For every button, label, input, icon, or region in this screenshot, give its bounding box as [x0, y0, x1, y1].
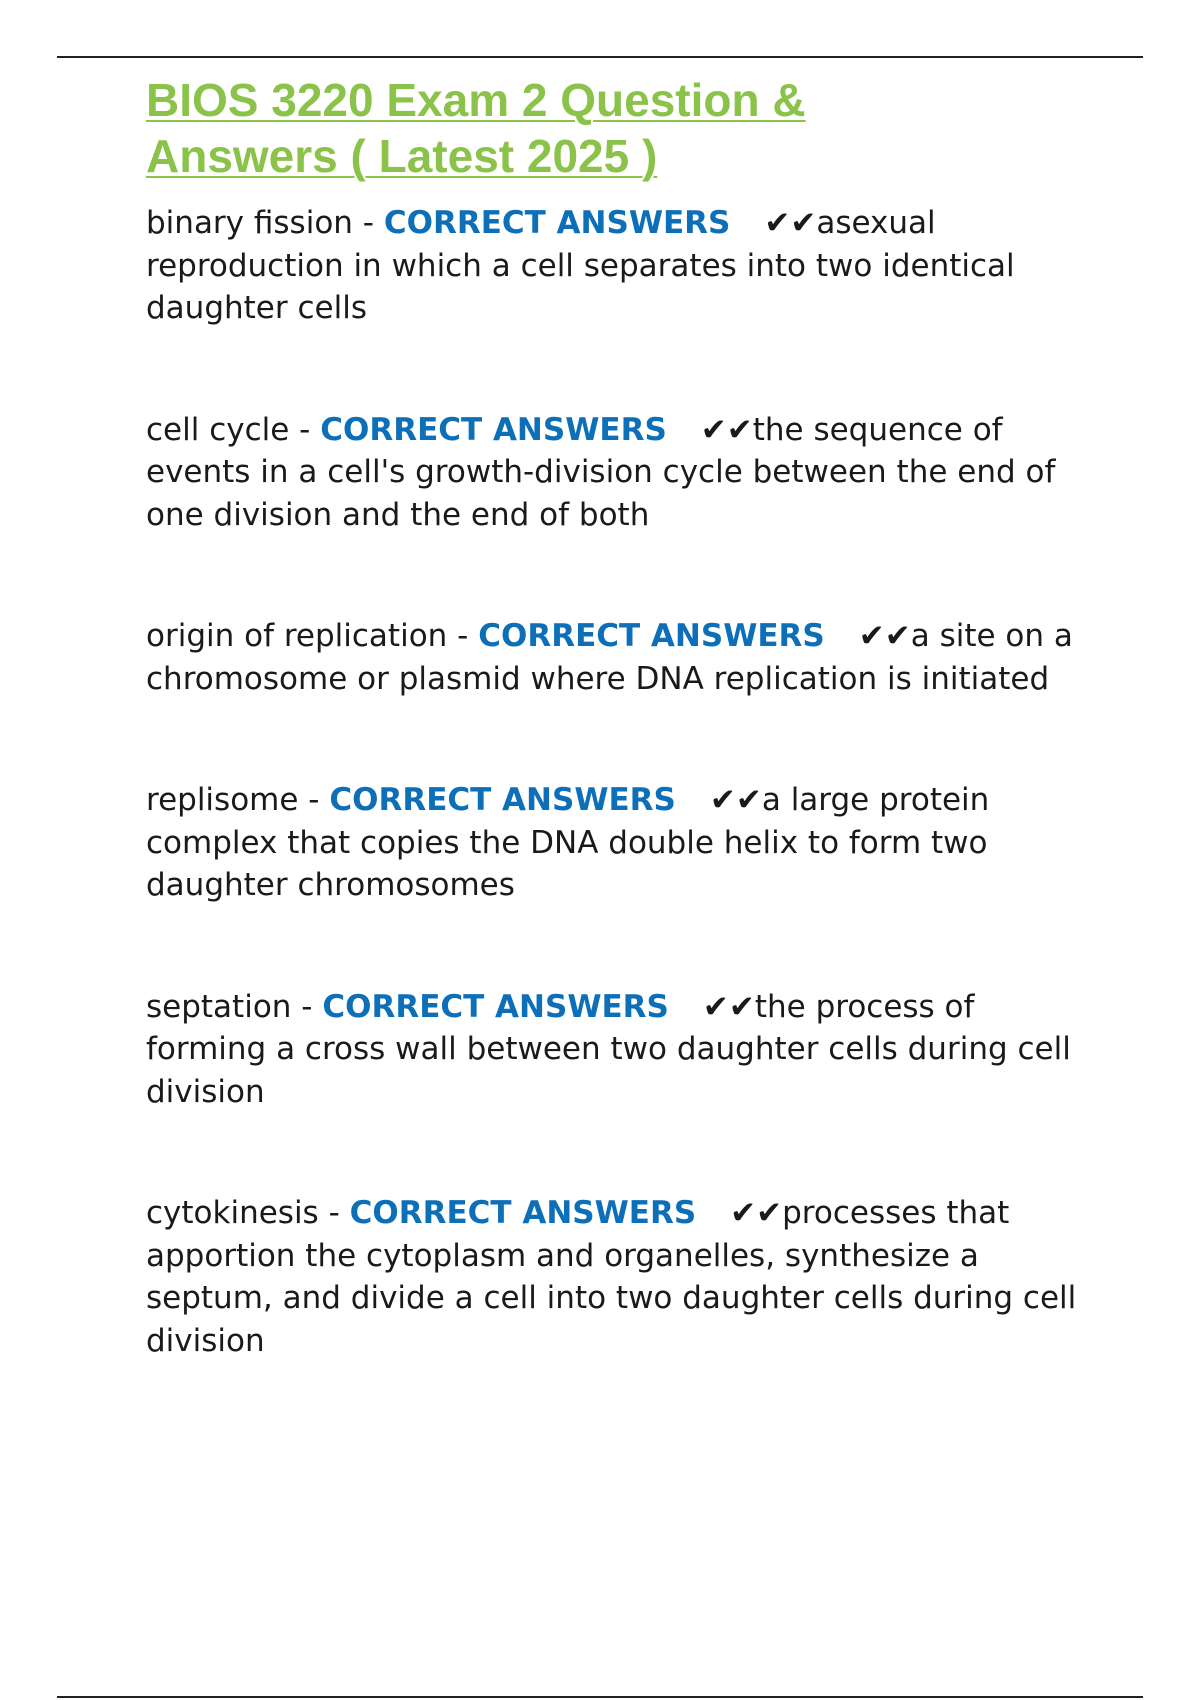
entry-definition: the sequence of events in a cell's growth-division cycle between the end of one division and the end of both	[146, 411, 1056, 533]
entry-definition: a large protein complex that copies the DNA double helix to form two daughter chromosomes	[146, 782, 990, 903]
correct-answers-label: CORRECT ANSWERS	[349, 1195, 697, 1231]
double-check-icon: ✔✔	[700, 411, 753, 448]
entry-term: cell cycle	[146, 411, 290, 448]
entry-term: origin of replication	[146, 618, 448, 654]
entry-cytokinesis: cytokinesis - CORRECT ANSWERS ✔✔processes that apportion the cytoplasm and organelles, synthesize a septum, and divide a cell into two daughter cells during cell division	[146, 1195, 1077, 1359]
entry-septation: septation - CORRECT ANSWERS ✔✔the process of forming a cross wall between two daughter cells during cell division	[146, 988, 1071, 1110]
entry-definition: a site on a chromosome or plasmid where DNA replication is initiated	[146, 618, 1073, 697]
entry-definition: asexual reproduction in which a cell separates into two identical daughter cells	[146, 205, 1015, 326]
double-check-icon: ✔✔	[702, 988, 755, 1025]
entry-definition: the process of forming a cross wall between two daughter cells during cell division	[146, 988, 1071, 1110]
correct-answers-label: CORRECT ANSWERS	[322, 988, 669, 1025]
entry-term: binary fission	[146, 205, 353, 241]
entry-term: septation	[146, 988, 292, 1025]
entry-cell-cycle: cell cycle - CORRECT ANSWERS ✔✔the sequence of events in a cell's growth-division cycle between the end of one division and the end of both	[146, 411, 1056, 533]
double-check-icon: ✔✔	[709, 782, 762, 818]
entry-list	[146, 202, 1096, 1362]
document-body	[146, 72, 1096, 1362]
entry-term: cytokinesis	[146, 1195, 319, 1231]
entry-replisome: replisome - CORRECT ANSWERS ✔✔a large protein complex that copies the DNA double helix to form two daughter chromosomes	[146, 782, 990, 903]
correct-answers-label: CORRECT ANSWERS	[320, 411, 667, 448]
top-divider	[57, 56, 1143, 58]
bottom-divider	[57, 1696, 1143, 1698]
correct-answers-label: CORRECT ANSWERS	[383, 205, 731, 241]
correct-answers-label: CORRECT ANSWERS	[329, 782, 676, 818]
entry-definition: processes that apportion the cytoplasm and organelles, synthesize a septum, and divide a cell into two daughter cells during cell division	[146, 1195, 1077, 1359]
double-check-icon: ✔✔	[858, 618, 911, 654]
document-title: BIOS 3220 Exam 2 Question & Answers ( Latest 2025 )	[146, 74, 806, 182]
entry-term: replisome	[146, 782, 299, 818]
double-check-icon: ✔✔	[730, 1195, 783, 1231]
double-check-icon: ✔✔	[764, 205, 817, 241]
entry-origin-of-replication: origin of replication - CORRECT ANSWERS ✔✔a site on a chromosome or plasmid where DNA replication is initiated	[146, 618, 1073, 697]
entry-binary-fission: binary fission - CORRECT ANSWERS ✔✔asexual reproduction in which a cell separates into two identical daughter cells	[146, 205, 1015, 326]
correct-answers-label: CORRECT ANSWERS	[478, 618, 825, 654]
